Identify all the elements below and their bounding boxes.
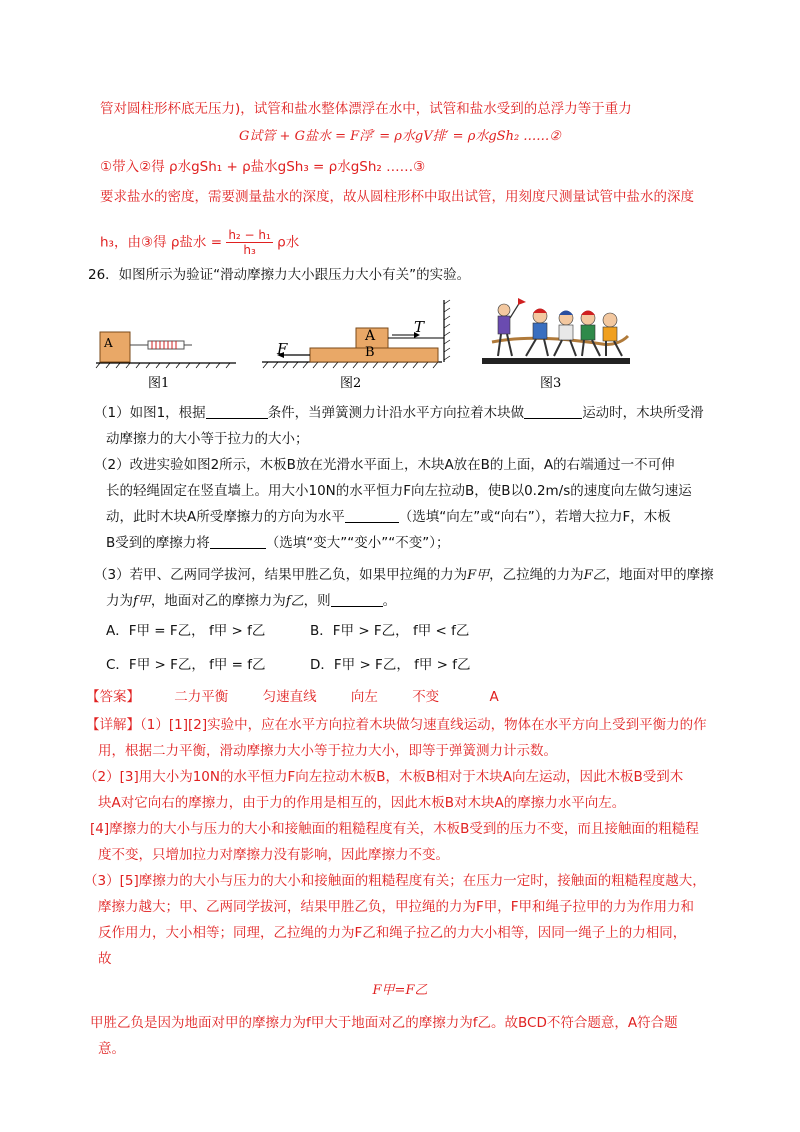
fig1-caption: 图1 bbox=[148, 376, 170, 391]
option-a: A．F甲 = F乙， f甲 > f乙 bbox=[106, 623, 266, 639]
fig2-force-f-label: F bbox=[277, 340, 288, 358]
spring-scale bbox=[148, 341, 184, 349]
sol25-line5-pre: h₃，由③得 ρ盐水 = bbox=[100, 234, 227, 251]
detail-line12: 意。 bbox=[98, 1041, 125, 1057]
part3-text-a: （3）若甲、乙两同学拔河，结果甲胜乙负，如果甲拉绳的力为 bbox=[94, 567, 468, 583]
q26-part3-line1 bbox=[94, 566, 714, 585]
part1-text-b: 条件，当弹簧测力计沿水平方向拉着木块做 bbox=[267, 405, 525, 421]
fig2-block-a-label: A bbox=[365, 328, 376, 344]
detail-line7: （3）[5]摩擦力的大小与压力的大小和接触面的粗糙程度有关；在压力一定时，接触面的粗糙程度越大， bbox=[84, 873, 706, 889]
part1-text-c: 运动时，木块所受滑 bbox=[582, 405, 704, 421]
option-c: C．F甲 > F乙， f甲 = f乙 bbox=[106, 657, 266, 673]
fig3-caption: 图3 bbox=[540, 376, 562, 391]
detail-equation: F甲=F乙 bbox=[372, 983, 428, 998]
part2-text-e: B受到的摩擦力将 bbox=[106, 535, 210, 551]
answer-line bbox=[86, 688, 499, 706]
q26-part2-line4 bbox=[106, 534, 449, 552]
blank-1 bbox=[206, 404, 268, 419]
q26-part1-line1 bbox=[94, 404, 704, 422]
detail-tag: 【详解】 bbox=[86, 717, 140, 733]
q26-part1-line2: 动摩擦力的大小等于拉力的大小； bbox=[106, 431, 309, 447]
symbol-friction-yi: f乙 bbox=[285, 594, 304, 609]
q26-part2-line2: 长的轻绳固定在竖直墙上。用大小10N的水平恒力F向左拉动B，使B以0.2m/s的速度向左做匀速运 bbox=[106, 483, 692, 499]
answer-tag: 【答案】 bbox=[86, 689, 140, 705]
answer-item-5: A bbox=[489, 689, 499, 705]
q26-part2-line1: （2）改进实验如图2所示，木板B放在光滑水平面上，木块A放在B的上面，A的右端通过一不可伸 bbox=[94, 457, 675, 473]
answer-item-3: 向左 bbox=[350, 689, 378, 705]
figure-3-tug-of-war bbox=[482, 296, 632, 370]
detail-line9: 反作用力，大小相等；同理，乙拉绳的力为F乙和绳子拉乙的力大小相等，因同一绳子上的力相同， bbox=[98, 925, 687, 941]
sol25-line5-post: ρ水 bbox=[277, 234, 300, 251]
part2-text-d: （选填“向左”或“向右”），若增大拉力F，木板 bbox=[398, 509, 671, 525]
detail-line11: 甲胜乙负是因为地面对甲的摩擦力为f甲大于地面对乙的摩擦力为f乙。故BCD不符合题意，A符合题 bbox=[90, 1015, 678, 1031]
detail-line4: 块A对它向右的摩擦力，由于力的作用是相互的，因此木板B对木块A的摩擦力水平向左。 bbox=[98, 795, 626, 811]
part3-text-b: ，乙拉绳的力为 bbox=[489, 567, 584, 583]
detail-line8: 摩擦力越大；甲、乙两同学拔河，结果甲胜乙负，甲拉绳的力为F甲，F甲和绳子拉甲的力为作用力和 bbox=[98, 899, 695, 915]
part2-text-c: 动，此时木块A所受摩擦力的方向为水平 bbox=[106, 509, 345, 525]
detail-line1 bbox=[86, 716, 707, 734]
part3-text-h: 。 bbox=[382, 593, 397, 609]
option-d: D．F甲 > F乙， f甲 > f乙 bbox=[310, 657, 471, 673]
fraction bbox=[226, 228, 273, 257]
sol25-line3: ①带入②得 ρ水gSh₁ + ρ盐水gSh₃ = ρ水gSh₂ ……③ bbox=[100, 159, 426, 175]
fraction-numerator: h₂ − h₁ bbox=[228, 228, 271, 242]
fig2-block-b-label: B bbox=[365, 345, 375, 360]
fig2-caption: 图2 bbox=[340, 376, 362, 391]
detail-l1: （1）[1][2]实验中，应在水平方向拉着木块做匀速直线运动，物体在水平方向上受到平衡力的作 bbox=[140, 717, 707, 733]
part2-text-f: （选填“变大”“变小”“不变”）； bbox=[265, 535, 450, 551]
fig1-block-label: A bbox=[104, 336, 113, 350]
detail-line3: （2）[3]用大小为10N的水平恒力F向左拉动木板B，木板B相对于木块A向左运动，因此木板B受到木 bbox=[84, 769, 684, 785]
ground-hatching-1 bbox=[96, 363, 230, 368]
detail-line10: 故 bbox=[98, 951, 112, 967]
q26-part2-line3 bbox=[106, 508, 671, 526]
part3-text-e: ，地面对乙的摩擦力为 bbox=[150, 593, 286, 609]
figure-2 bbox=[262, 300, 462, 372]
answer-item-4: 不变 bbox=[412, 689, 440, 705]
sol25-line5 bbox=[100, 228, 299, 257]
blank-5 bbox=[331, 592, 383, 607]
sol25-line4: 要求盐水的密度，需要测量盐水的深度，故从圆柱形杯中取出试管，用刻度尺测量试管中盐水的深度 bbox=[100, 189, 694, 205]
symbol-f-jia: F甲 bbox=[467, 568, 490, 583]
sol25-line1: 管对圆柱形杯底无压力)，试管和盐水整体漂浮在水中，试管和盐水受到的总浮力等于重力 bbox=[100, 101, 632, 117]
part3-text-c: ，地面对甲的摩擦 bbox=[605, 567, 714, 583]
option-b: B．F甲 > F乙， f甲 < f乙 bbox=[310, 623, 470, 639]
q26-part3-line2 bbox=[106, 592, 396, 611]
sol25-equation-2: G试管 + G盐水 = F浮′ = ρ水gV排′ = ρ水gSh₂ ……② bbox=[239, 129, 561, 144]
answer-item-1: 二力平衡 bbox=[174, 689, 229, 705]
symbol-f-yi: F乙 bbox=[583, 568, 606, 583]
blank-4 bbox=[210, 534, 266, 549]
figure-1 bbox=[96, 328, 236, 368]
blank-2 bbox=[524, 404, 582, 419]
part3-text-g: ，则 bbox=[303, 593, 331, 609]
part3-text-d: 力为 bbox=[106, 593, 133, 609]
symbol-friction-jia: f甲 bbox=[133, 594, 151, 609]
part1-text-a: （1）如图1，根据 bbox=[94, 405, 206, 421]
detail-line5: [4]摩擦力的大小与压力的大小和接触面的粗糙程度有关，木板B受到的压力不变，而且接触面的粗糙程 bbox=[90, 821, 699, 837]
fig2-force-t-label: T bbox=[414, 318, 425, 336]
detail-line2: 用，根据二力平衡，滑动摩擦力大小等于拉力大小，即等于弹簧测力计示数。 bbox=[98, 743, 557, 759]
q26-stem: 26．如图所示为验证“滑动摩擦力大小跟压力大小有关”的实验。 bbox=[88, 267, 471, 283]
blank-3 bbox=[345, 508, 399, 523]
detail-line6: 度不变，只增加拉力对摩擦力没有影响，因此摩擦力不变。 bbox=[98, 847, 449, 863]
fraction-denominator: h₃ bbox=[243, 243, 256, 257]
answer-item-2: 匀速直线 bbox=[262, 689, 317, 705]
